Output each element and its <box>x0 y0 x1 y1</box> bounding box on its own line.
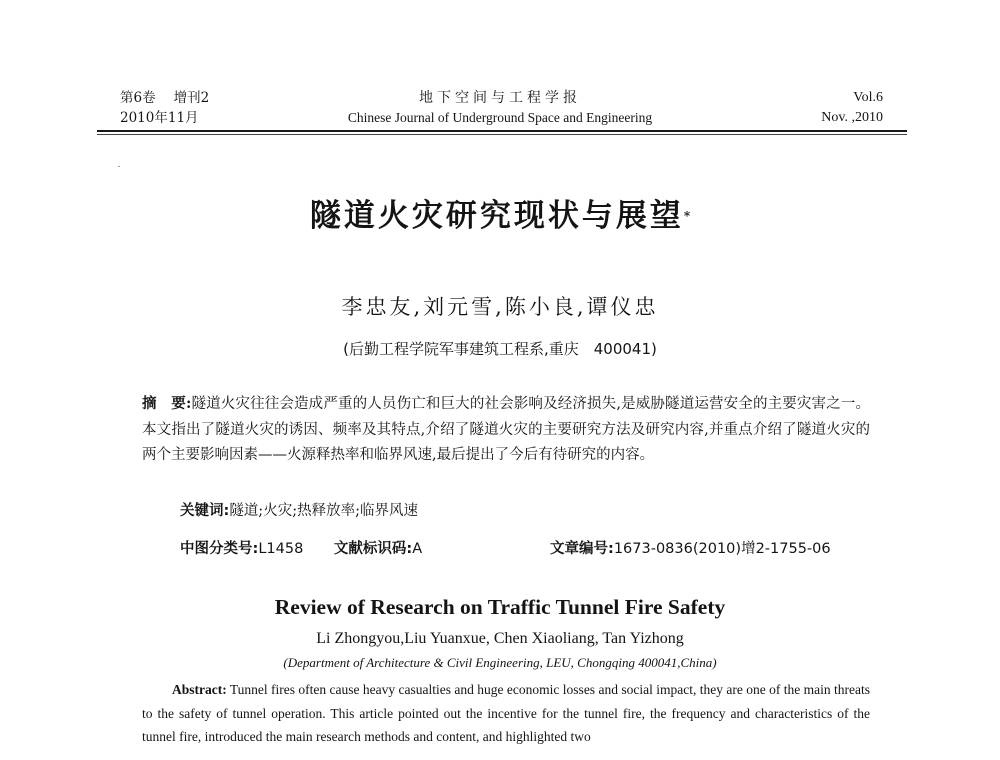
article-number <box>550 538 831 560</box>
journal-name-cn: 地下空间与工程学报 <box>419 90 581 106</box>
title-footnote-mark: * <box>683 209 691 223</box>
abstract-text-cn: 隧道火灾往往会造成严重的人员伤亡和巨大的社会影响及经济损失,是威胁隧道运营安全的主要灾害之一。本文指出了隧道火灾的诱因、频率及其特点,介绍了隧道火灾的主要研究方法及研究内容,并重点介绍了隧道火灾的两个主要影响因素——火源释热率和临界风速,最后提出了今后有待研究的内容。 <box>142 396 870 463</box>
abstract-cn <box>142 391 870 469</box>
title-text: 隧道火灾研究现状与展望 <box>309 198 684 234</box>
journal-volume-en <box>821 88 883 128</box>
abstract-label-cn: 摘 要: <box>142 395 192 412</box>
authors-cn: 李忠友,刘元雪,陈小良,谭仪忠 <box>341 295 659 319</box>
docmark-label-cn: 文献标识码: <box>333 541 413 557</box>
affiliation-cn: (后勤工程学院军事建筑工程系,重庆 400041) <box>343 340 657 358</box>
classification-line <box>180 538 870 560</box>
scan-speck <box>118 166 120 167</box>
date-en: Nov. ,2010 <box>821 110 883 125</box>
abstract-label-en: Abstract: <box>172 682 227 697</box>
affiliation-en: (Department of Architecture & Civil Engineering, LEU, Chongqing 400041,China) <box>283 655 717 670</box>
volume-en: Vol.6 <box>853 90 883 105</box>
keywords-cn <box>180 500 418 522</box>
article-title-cn <box>0 196 1000 236</box>
class-value: L1458 <box>258 541 304 557</box>
abstract-en <box>142 678 870 749</box>
supplement-cn: 增刊2 <box>173 90 210 106</box>
date-cn: 2010年11月 <box>120 110 199 126</box>
articleno-value: 1673-0836(2010)增2-1755-06 <box>613 541 831 557</box>
volume-cn: 第6卷 <box>120 90 156 106</box>
article-title-en: Review of Research on Traffic Tunnel Fire Safety <box>274 595 726 619</box>
keywords-text-cn: 隧道;火灾;热释放率;临界风速 <box>229 503 418 519</box>
keywords-label-cn: 关键词: <box>180 503 230 519</box>
class-label-cn: 中图分类号: <box>180 541 259 557</box>
docmark-value: A <box>412 541 423 557</box>
abstract-text-en: Tunnel fires often cause heavy casualties and huge economic losses and social impact, they are one of the main threats to the safety of tunnel operation. This article pointed out the incentive for the tunnel fire, the frequency and characteristics of the tunnel fire, introduced the main research methods and content, and highlighted two <box>142 682 870 744</box>
articleno-label-cn: 文章编号: <box>550 541 614 557</box>
authors-en: Li Zhongyou,Liu Yuanxue, Chen Xiaoliang, Tan Yizhong <box>316 630 684 647</box>
header-rule <box>97 130 907 132</box>
header-rule-thin <box>97 134 907 135</box>
journal-name-en: Chinese Journal of Underground Space and Engineering <box>347 110 653 125</box>
